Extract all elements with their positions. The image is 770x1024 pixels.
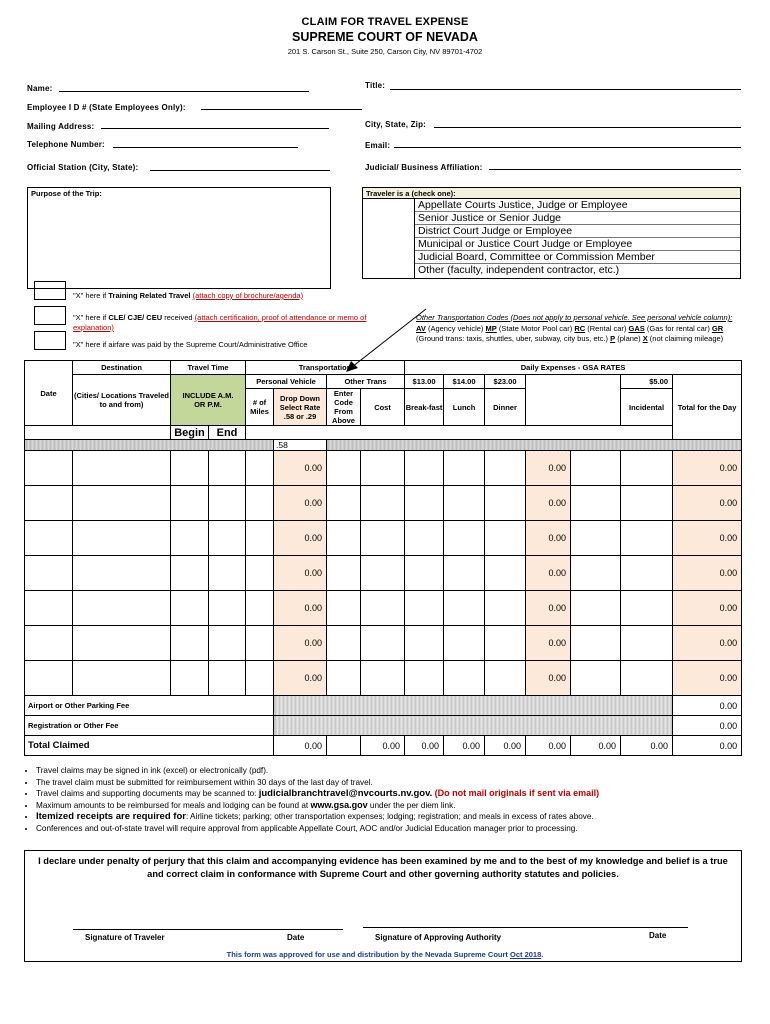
- meals-total: 0.00: [526, 591, 571, 626]
- total-meals: 0.00: [526, 736, 571, 756]
- table-row: [25, 661, 742, 696]
- begin-cell[interactable]: [171, 591, 209, 626]
- cle-pre: "X" here if: [73, 313, 107, 322]
- code-cell[interactable]: [327, 521, 361, 556]
- dinner-cell[interactable]: [485, 451, 526, 486]
- approver-date-label: Date: [649, 931, 667, 940]
- name-label: Name:: [27, 84, 53, 93]
- note-1: • Travel claims may be signed in ink (excel) or electronically (pdf).: [36, 765, 744, 777]
- begin-cell[interactable]: [171, 451, 209, 486]
- lodging-cell[interactable]: [571, 591, 621, 626]
- cost-cell[interactable]: [361, 486, 405, 521]
- mileage-amount: 0.00: [274, 591, 327, 626]
- begin-header: Begin: [171, 426, 209, 440]
- date-cell[interactable]: [25, 626, 73, 661]
- approver-signature-label: Signature of Approving Authority: [375, 933, 502, 942]
- total-day: 0.00: [673, 736, 742, 756]
- instruction-notes: [24, 765, 744, 834]
- cost-cell[interactable]: [361, 591, 405, 626]
- end-header: End: [209, 426, 246, 440]
- lunch-header: Lunch: [444, 389, 485, 426]
- breakfast-cell[interactable]: [405, 591, 444, 626]
- parking-label: Airport or Other Parking Fee: [25, 696, 274, 716]
- traveler-option-district[interactable]: District Court Judge or Employee: [415, 225, 740, 238]
- code-rc: RC: [574, 323, 586, 333]
- email-field[interactable]: [394, 147, 741, 148]
- note-3-warning: (Do not mail originals if sent via email): [434, 788, 600, 798]
- include-label: INCLUDE A.M. OR P.M.: [182, 391, 234, 409]
- lunch-cell[interactable]: [444, 451, 485, 486]
- meals-total: 0.00: [526, 661, 571, 696]
- lunch-cell[interactable]: [444, 591, 485, 626]
- mileage-amount: 0.00: [274, 486, 327, 521]
- code-gr: GR: [711, 323, 724, 333]
- dinner-cell[interactable]: [485, 591, 526, 626]
- mailing-field[interactable]: [101, 128, 329, 129]
- meals-total: 0.00: [526, 626, 571, 661]
- employee-id-label: Employee I D # (State Employees Only):: [27, 103, 186, 112]
- note-5-text: : Airline tickets; parking; other transportation expenses; lodging; registration; and meals in excess of rates above.: [185, 812, 594, 821]
- note-5: [36, 811, 744, 823]
- traveler-label: Traveler is a (check one):: [363, 188, 740, 199]
- note-6: • Conferences and out-of-state travel will require approval from applicable Appellate Court, AOC and/or Judicial Education manager prior to processing.: [36, 823, 744, 835]
- table-row: [25, 626, 742, 661]
- incidental-cell[interactable]: [621, 556, 673, 591]
- court-address: 201 S. Carson St., Suite 250, Carson City, NV 89701-4702: [287, 47, 483, 56]
- miles-cell[interactable]: [246, 521, 274, 556]
- cle-bold: CLE/ CJE/ CEU: [108, 313, 163, 322]
- travel-time-header: Travel Time: [171, 361, 246, 375]
- code-av-desc: (Agency vehicle): [427, 323, 484, 333]
- end-cell[interactable]: [209, 556, 246, 591]
- airfare-text: "X" here if airfare was paid by the Supreme Court/Administrative Office: [73, 340, 308, 349]
- end-cell[interactable]: [209, 591, 246, 626]
- incidental-cell[interactable]: [621, 451, 673, 486]
- incidental-cell[interactable]: [621, 661, 673, 696]
- table-row: [25, 486, 742, 521]
- incidental-cell[interactable]: [621, 521, 673, 556]
- affiliation-label: Judicial/ Business Affiliation:: [365, 163, 483, 172]
- code-rc-desc: (Rental car): [587, 323, 627, 333]
- breakfast-cell[interactable]: [405, 626, 444, 661]
- total-lunch: 0.00: [444, 736, 485, 756]
- code-cell[interactable]: [327, 451, 361, 486]
- lodging-cell[interactable]: [571, 661, 621, 696]
- table-row: [25, 451, 742, 486]
- location-cell[interactable]: [73, 486, 171, 521]
- location-cell[interactable]: [73, 626, 171, 661]
- mileage-amount: 0.00: [274, 556, 327, 591]
- registration-total: 0.00: [673, 716, 742, 736]
- note-3-text: Travel claims and supporting documents may be scanned to:: [36, 789, 257, 798]
- note-2: • The travel claim must be submitted for reimbursement within 30 days of the last day of travel.: [36, 777, 744, 789]
- total-incidental: 0.00: [621, 736, 673, 756]
- airfare-checkbox[interactable]: [34, 331, 66, 350]
- end-cell[interactable]: [209, 451, 246, 486]
- mileage-amount: 0.00: [274, 451, 327, 486]
- begin-cell[interactable]: [171, 521, 209, 556]
- date-header: Date: [25, 361, 73, 426]
- miles-cell[interactable]: [246, 591, 274, 626]
- enter-code-header: Enter Code From Above: [327, 389, 361, 426]
- destination-header: Destination: [73, 361, 171, 375]
- location-cell[interactable]: [73, 661, 171, 696]
- traveler-option-senior[interactable]: Senior Justice or Senior Judge: [415, 212, 740, 225]
- cle-checkbox[interactable]: [34, 306, 66, 325]
- begin-cell[interactable]: [171, 661, 209, 696]
- lodging-cell[interactable]: [571, 486, 621, 521]
- lunch-cell[interactable]: [444, 521, 485, 556]
- code-av: AV: [416, 323, 426, 333]
- footer-note: [0, 950, 770, 959]
- location-cell[interactable]: [73, 556, 171, 591]
- rate-incidental: $5.00: [621, 375, 673, 389]
- breakfast-cell[interactable]: [405, 661, 444, 696]
- note-3: [36, 788, 744, 800]
- incidental-cell[interactable]: [621, 486, 673, 521]
- day-total: 0.00: [673, 626, 742, 661]
- title-label: Title:: [365, 81, 386, 90]
- traveler-option-other[interactable]: Other (faculty, independent contractor, etc.): [418, 264, 620, 276]
- meals-total: 0.00: [526, 521, 571, 556]
- code-cell[interactable]: [327, 661, 361, 696]
- telephone-label: Telephone Number:: [27, 140, 105, 149]
- begin-cell[interactable]: [171, 556, 209, 591]
- table-row: [25, 591, 742, 626]
- table-row: [25, 521, 742, 556]
- expense-table: [24, 360, 741, 756]
- station-label: Official Station (City, State):: [27, 163, 139, 172]
- code-p: P: [610, 334, 616, 343]
- incidental-cell[interactable]: [621, 591, 673, 626]
- end-cell[interactable]: [209, 486, 246, 521]
- city-label: City, State, Zip:: [365, 120, 427, 129]
- day-total: 0.00: [673, 521, 742, 556]
- cle-note: (attach certification, proof of attendance or memo of explanation): [73, 313, 367, 332]
- lodging-cell[interactable]: [571, 521, 621, 556]
- training-bold: Training Related Travel: [108, 291, 191, 300]
- day-total: 0.00: [673, 591, 742, 626]
- station-field[interactable]: [150, 170, 330, 171]
- declaration-text: I declare under penalty of perjury that this claim and accompanying evidence has been examined by me and to the best of my knowledge and belief is a true and correct claim in conformance with Supreme Court and other governing authority statutes and policies.: [38, 856, 728, 879]
- meals-total: 0.00: [526, 556, 571, 591]
- traveler-option-municipal[interactable]: Municipal or Justice Court Judge or Employee: [415, 238, 740, 251]
- name-field[interactable]: [59, 91, 309, 92]
- code-gas-desc: (Gas for rental car): [646, 323, 710, 333]
- cle-mid: received: [164, 313, 193, 322]
- approver-signature-line[interactable]: [363, 927, 688, 928]
- total-dinner: 0.00: [485, 736, 526, 756]
- daily-expenses-header: Daily Expenses - GSA RATES: [405, 361, 742, 375]
- footer-end: .: [541, 950, 544, 959]
- dinner-header: Dinner: [485, 389, 526, 426]
- note-5-bold: Itemized receipts are required for: [36, 811, 186, 822]
- dinner-cell[interactable]: [485, 626, 526, 661]
- dinner-cell[interactable]: [485, 556, 526, 591]
- affiliation-field[interactable]: [489, 169, 741, 170]
- registration-label: Registration or Other Fee: [25, 716, 274, 736]
- city-field[interactable]: [434, 127, 741, 128]
- breakfast-cell[interactable]: [405, 521, 444, 556]
- training-checkbox[interactable]: [34, 281, 66, 300]
- training-pre: "X" here if: [73, 291, 107, 300]
- include-ampm-header: [171, 375, 246, 426]
- travel-email[interactable]: judicialbranchtravel@nvcourts.nv.gov.: [258, 788, 433, 799]
- lunch-cell[interactable]: [444, 486, 485, 521]
- lunch-cell[interactable]: [444, 556, 485, 591]
- lodging-cell[interactable]: [571, 626, 621, 661]
- mailing-label: Mailing Address:: [27, 122, 95, 131]
- transportation-header: Transportation: [246, 361, 405, 375]
- training-text: [73, 291, 303, 300]
- code-mp: MP: [485, 323, 497, 333]
- footer-text: This form was approved for use and distribution by the Nevada Supreme Court: [226, 950, 508, 959]
- date-cell[interactable]: [25, 661, 73, 696]
- incidental-cell[interactable]: [621, 626, 673, 661]
- traveler-checkbox-column[interactable]: [363, 199, 415, 278]
- note-4: [36, 800, 744, 812]
- total-mileage: 0.00: [274, 736, 327, 756]
- location-cell[interactable]: [73, 521, 171, 556]
- miles-header: # of Miles: [246, 389, 274, 426]
- other-trans-header: Other Trans: [327, 375, 405, 389]
- transport-codes-title: Other Transportation Codes (Does not apply to personal vehicle. See personal vehicle column):: [416, 313, 733, 322]
- traveler-signature-line[interactable]: [73, 929, 343, 930]
- title-field[interactable]: [390, 89, 741, 90]
- dinner-cell[interactable]: [485, 521, 526, 556]
- date-cell[interactable]: [25, 486, 73, 521]
- declaration-box: [24, 850, 742, 962]
- traveler-option-board[interactable]: Judicial Board, Committee or Commission Member: [415, 251, 740, 264]
- code-cell[interactable]: [327, 626, 361, 661]
- cost-header: Cost: [361, 389, 405, 426]
- code-p-desc: (plane): [617, 334, 641, 343]
- total-breakfast: 0.00: [405, 736, 444, 756]
- code-x-desc: (not claiming mileage): [649, 334, 724, 343]
- day-total: 0.00: [673, 556, 742, 591]
- date-cell[interactable]: [25, 521, 73, 556]
- day-total: 0.00: [673, 661, 742, 696]
- end-cell[interactable]: [209, 521, 246, 556]
- mileage-amount: 0.00: [274, 521, 327, 556]
- dropdown-rate-header: Drop Down Select Rate .58 or .29: [274, 389, 327, 426]
- location-cell[interactable]: [73, 591, 171, 626]
- code-gas: GAS: [628, 323, 645, 333]
- lodging-cell[interactable]: [571, 556, 621, 591]
- miles-cell[interactable]: [246, 661, 274, 696]
- miles-cell[interactable]: [246, 556, 274, 591]
- purpose-box[interactable]: [27, 187, 331, 289]
- meals-total: 0.00: [526, 486, 571, 521]
- code-cell[interactable]: [327, 486, 361, 521]
- breakfast-header: Break-fast: [405, 389, 444, 426]
- dinner-cell[interactable]: [485, 486, 526, 521]
- lunch-cell[interactable]: [444, 626, 485, 661]
- rate-lunch: $14.00: [444, 375, 485, 389]
- employee-id-field[interactable]: [201, 109, 362, 110]
- rate-breakfast: $13.00: [405, 375, 444, 389]
- rate-select[interactable]: .58: [274, 440, 327, 451]
- form-title: CLAIM FOR TRAVEL EXPENSE: [301, 16, 469, 28]
- court-name: SUPREME COURT OF NEVADA: [292, 30, 478, 44]
- footer-date: Oct 2018: [510, 950, 542, 959]
- cities-header: (Cities/ Locations Traveled to and from): [73, 375, 171, 426]
- miles-cell[interactable]: [246, 486, 274, 521]
- mileage-amount: 0.00: [274, 661, 327, 696]
- total-claimed-label: Total Claimed: [25, 736, 274, 756]
- cost-cell[interactable]: [361, 661, 405, 696]
- total-day-header: Total for the Day: [673, 375, 742, 440]
- gsa-link[interactable]: www.gsa.gov: [310, 799, 368, 810]
- training-note: (attach copy of brochure/agenda): [192, 291, 304, 300]
- dinner-cell[interactable]: [485, 661, 526, 696]
- miles-cell[interactable]: [246, 451, 274, 486]
- cost-cell[interactable]: [361, 521, 405, 556]
- end-cell[interactable]: [209, 626, 246, 661]
- location-cell[interactable]: [73, 451, 171, 486]
- end-cell[interactable]: [209, 661, 246, 696]
- date-cell[interactable]: [25, 451, 73, 486]
- code-gr-desc: (Ground trans: taxis, shuttles, uber, subway, city bus, etc.): [416, 334, 609, 343]
- traveler-signature-label: Signature of Traveler: [85, 933, 165, 942]
- date-cell[interactable]: [25, 591, 73, 626]
- total-lodging: 0.00: [571, 736, 621, 756]
- breakfast-cell[interactable]: [405, 486, 444, 521]
- begin-cell[interactable]: [171, 486, 209, 521]
- code-mp-desc: (State Motor Pool car): [498, 323, 573, 333]
- breakfast-cell[interactable]: [405, 556, 444, 591]
- traveler-date-label: Date: [287, 933, 305, 942]
- date-cell[interactable]: [25, 556, 73, 591]
- incidental-header: Incidental: [621, 389, 673, 426]
- note-4-post: under the per diem link.: [369, 800, 456, 810]
- transport-codes: [416, 313, 742, 345]
- traveler-box: [362, 187, 741, 279]
- breakfast-cell[interactable]: [405, 451, 444, 486]
- day-total: 0.00: [673, 486, 742, 521]
- parking-total: 0.00: [673, 696, 742, 716]
- code-cell[interactable]: [327, 591, 361, 626]
- email-label: Email:: [365, 141, 391, 150]
- personal-vehicle-header: Personal Vehicle: [246, 375, 327, 389]
- begin-cell[interactable]: [171, 626, 209, 661]
- miles-cell[interactable]: [246, 626, 274, 661]
- code-cell[interactable]: [327, 556, 361, 591]
- lunch-cell[interactable]: [444, 661, 485, 696]
- traveler-option-appellate[interactable]: Appellate Courts Justice, Judge or Employee: [415, 199, 740, 212]
- meals-total: 0.00: [526, 451, 571, 486]
- cost-cell[interactable]: [361, 556, 405, 591]
- total-other-cost: 0.00: [361, 736, 405, 756]
- lodging-cell[interactable]: [571, 451, 621, 486]
- cost-cell[interactable]: [361, 451, 405, 486]
- day-total: 0.00: [673, 451, 742, 486]
- rate-dinner: $23.00: [485, 375, 526, 389]
- mileage-amount: 0.00: [274, 626, 327, 661]
- table-row: [25, 556, 742, 591]
- telephone-field[interactable]: [113, 147, 298, 148]
- note-4-text: Maximum amounts to be reimbursed for meals and lodging can be found at: [36, 800, 309, 810]
- code-x: X: [642, 334, 648, 343]
- purpose-label: Purpose of the Trip:: [31, 189, 102, 198]
- cost-cell[interactable]: [361, 626, 405, 661]
